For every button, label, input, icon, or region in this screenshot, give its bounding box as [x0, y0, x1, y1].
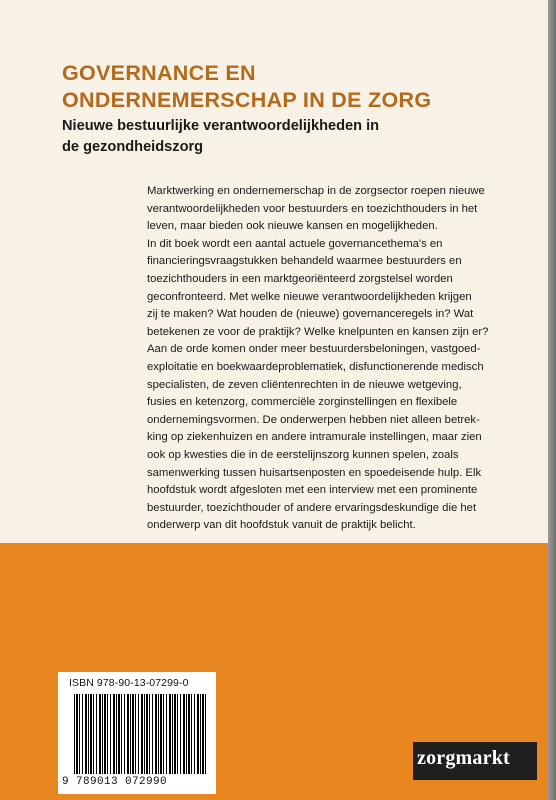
book-title: GOVERNANCE EN ONDERNEMERSCHAP IN DE ZORG: [62, 61, 432, 112]
spine-edge: [548, 0, 556, 800]
isbn-text: ISBN 978-90-13-07299-0: [69, 677, 189, 689]
back-cover-blurb: Marktwerking en ondernemerschap in de zorgsector roepen nieuwe verantwoordelijkheden voor bestuurders en toezichthouders in het leven, maar bieden ook nieuwe kansen en mogelijkheden. In dit boek wordt een aantal actuele governancethema's en financieringsvraagstukken behandeld waarmee bestuurders en toezichthouders in een marktgeoriënteerd zorgstelsel worden geconfronteerd. Met welke nieuwe verantwoordelijkheden krijgen zij te maken? Wat houden de (nieuwe) governanceregels in? Wat betekenen ze voor de praktijk? Welke knelpunten en kansen zijn er? Aan de orde komen onder meer bestuurdersbeloningen, vastgoed- exploitatie en boekwaardeproblematiek, disfunctionerende medisch specialisten, de zeven cliëntenrechten in de nieuwe wetgeving, fusies en ketenzorg, commerciële zorginstellingen en flexibele ondernemingsvormen. De onderwerpen hebben niet alleen betrek- king op ziekenhuizen en andere intramurale instellingen, maar zien ook op kwesties die in de eerstelijnszorg kunnen spelen, zoals samenwerking tussen huisartsenposten en spoedeisende hulp. Elk hoofdstuk wordt afgesloten met een interview met een prominente bestuurder, toezichthouder of andere ervaringsdeskundige die het onderwerp van dit hoofdstuk vanuit de praktijk belicht.: [147, 185, 489, 532]
barcode-label: [58, 672, 216, 794]
publisher-name: zorgmarkt: [417, 747, 510, 769]
publisher-logo: [413, 742, 537, 780]
barcode-digits: 9 789013 072990: [62, 776, 168, 788]
book-subtitle: Nieuwe bestuurlijke verantwoordelijkheden in de gezondheidszorg: [62, 118, 380, 155]
barcode-icon: [74, 694, 208, 774]
